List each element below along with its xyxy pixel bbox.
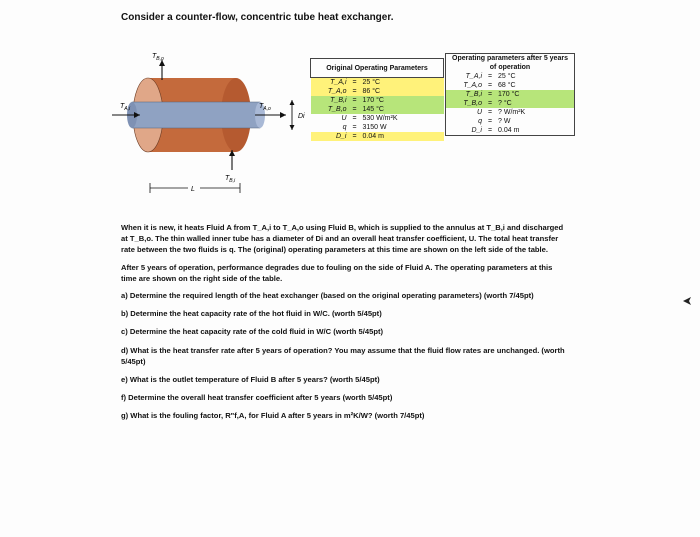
after-5-years-table <box>445 53 575 136</box>
parameter-value: 25 °C <box>362 79 381 86</box>
parameter-equals: = <box>487 82 493 89</box>
parameter-row <box>446 72 575 81</box>
parameter-equals: = <box>352 88 357 95</box>
intro-paragraph: When it is new, it heats Fluid A from T_A,i to T_A,o using Fluid B, which is supplied to the annulus at T_B,i and discharged at T_B,o. The thin walled inner tube has a diameter of Di and an overall heat transfer coefficient, U. The total heat transfer rate between the two fluids is q. The (original) operating parameters at this time are shown on the left side of the table. <box>121 223 564 255</box>
label-tai: $T_{A,i}$ <box>120 103 131 112</box>
parameter-row <box>446 126 575 136</box>
parameter-equals: = <box>352 124 357 131</box>
parameter-row <box>311 123 444 132</box>
parameter-value: 0.04 m <box>498 127 520 134</box>
page-title: Consider a counter-flow, concentric tube heat exchanger. <box>121 12 394 23</box>
question-item: f) Determine the overall heat transfer coefficient after 5 years (worth 5/45pt) <box>121 393 393 403</box>
question-item: d) What is the heat transfer rate after 5 years of operation? You may assume that the fluid flow rates are unchanged. (worth 5/45pt) <box>121 345 565 366</box>
parameter-equals: = <box>352 97 357 104</box>
parameter-value: 145 °C <box>362 106 384 113</box>
parameter-symbol: D_i <box>335 133 347 140</box>
parameter-symbol: T_B,i <box>330 97 347 104</box>
parameter-symbol: T_A,o <box>327 88 347 95</box>
parameter-row <box>311 78 444 88</box>
parameter-symbol: T_A,i <box>465 73 482 80</box>
parameter-value: ? W/m²K <box>498 109 526 116</box>
parameter-symbol: T_A,o <box>463 82 482 89</box>
parameter-equals: = <box>487 100 493 107</box>
inner-tube <box>132 102 260 128</box>
parameter-equals: = <box>487 109 493 116</box>
parameter-row <box>311 96 444 105</box>
parameter-symbol: q <box>478 118 482 125</box>
parameter-value: 25 °C <box>498 73 516 80</box>
parameter-equals: = <box>352 115 357 122</box>
parameter-equals: = <box>352 133 357 140</box>
parameter-value: 86 °C <box>362 88 381 95</box>
arrow-head-icon <box>280 112 286 118</box>
parameter-row <box>311 114 444 123</box>
parameter-symbol: T_B,o <box>463 100 482 107</box>
parameter-row <box>446 117 575 126</box>
parameter-symbol: U <box>341 115 347 122</box>
parameter-symbol: T_A,i <box>330 79 347 86</box>
label-tbo: $T_{B,o}$ <box>152 53 164 62</box>
question-item: a) Determine the required length of the heat exchanger (based on the original operating parameters) (worth 7/45pt) <box>121 291 534 301</box>
parameter-row <box>446 81 575 90</box>
arrow-head-icon <box>290 100 295 105</box>
question-item: e) What is the outlet temperature of Fluid B after 5 years? (worth 5/45pt) <box>121 375 380 385</box>
arrow-head-icon <box>290 125 295 130</box>
parameter-symbol: D_i <box>471 127 482 134</box>
after-paragraph: After 5 years of operation, performance degrades due to fouling on the side of Fluid A. The operating parameters at this time are shown on the right side of the table. <box>121 262 553 283</box>
parameter-value: 0.04 m <box>362 133 384 140</box>
parameter-equals: = <box>487 118 493 125</box>
question-item: c) Determine the heat capacity rate of the cold fluid in W/C (worth 5/45pt) <box>121 327 384 337</box>
parameter-symbol: U <box>476 109 482 116</box>
problem-statement <box>121 222 566 429</box>
parameter-value: 68 °C <box>498 82 516 89</box>
parameter-equals: = <box>487 73 493 80</box>
parameter-value: 3150 W <box>362 124 387 131</box>
parameter-equals: = <box>352 106 357 113</box>
parameter-value: ? W <box>498 118 511 125</box>
parameter-symbol: T_B,i <box>465 91 482 98</box>
parameter-value: ? °C <box>498 100 512 107</box>
parameter-equals: = <box>352 79 357 86</box>
parameter-row <box>311 132 444 141</box>
label-tbi: $T_{B,i}$ <box>225 175 236 184</box>
question-item: b) Determine the heat capacity rate of the hot fluid in W/C. (worth 5/45pt) <box>121 309 382 319</box>
parameter-value: 530 W/m²K <box>362 115 398 122</box>
parameter-row <box>311 105 444 114</box>
parameter-equals: = <box>487 127 493 134</box>
question-item: g) What is the fouling factor, R"f,A, for Fluid A after 5 years in m²K/W? (worth 7/45pt) <box>121 411 425 421</box>
parameter-symbol: T_B,o <box>327 106 347 113</box>
parameter-value: 170 °C <box>498 91 520 98</box>
label-tao: $T_{A,o}$ <box>259 103 271 112</box>
label-length: L <box>191 186 195 193</box>
question-list <box>121 290 566 422</box>
original-parameters-title: Original Operating Parameters <box>311 59 444 78</box>
cursor-icon <box>682 296 692 306</box>
parameter-row <box>446 99 575 108</box>
parameter-row <box>446 90 575 99</box>
label-di: Di <box>298 113 305 120</box>
parameter-symbol: q <box>342 124 347 131</box>
original-parameters-table <box>310 58 444 141</box>
parameter-value: 170 °C <box>362 97 384 104</box>
parameter-row <box>311 87 444 96</box>
after-5-years-title: Operating parameters after 5 years of operation <box>452 55 568 71</box>
parameter-row <box>446 108 575 117</box>
parameter-equals: = <box>487 91 493 98</box>
